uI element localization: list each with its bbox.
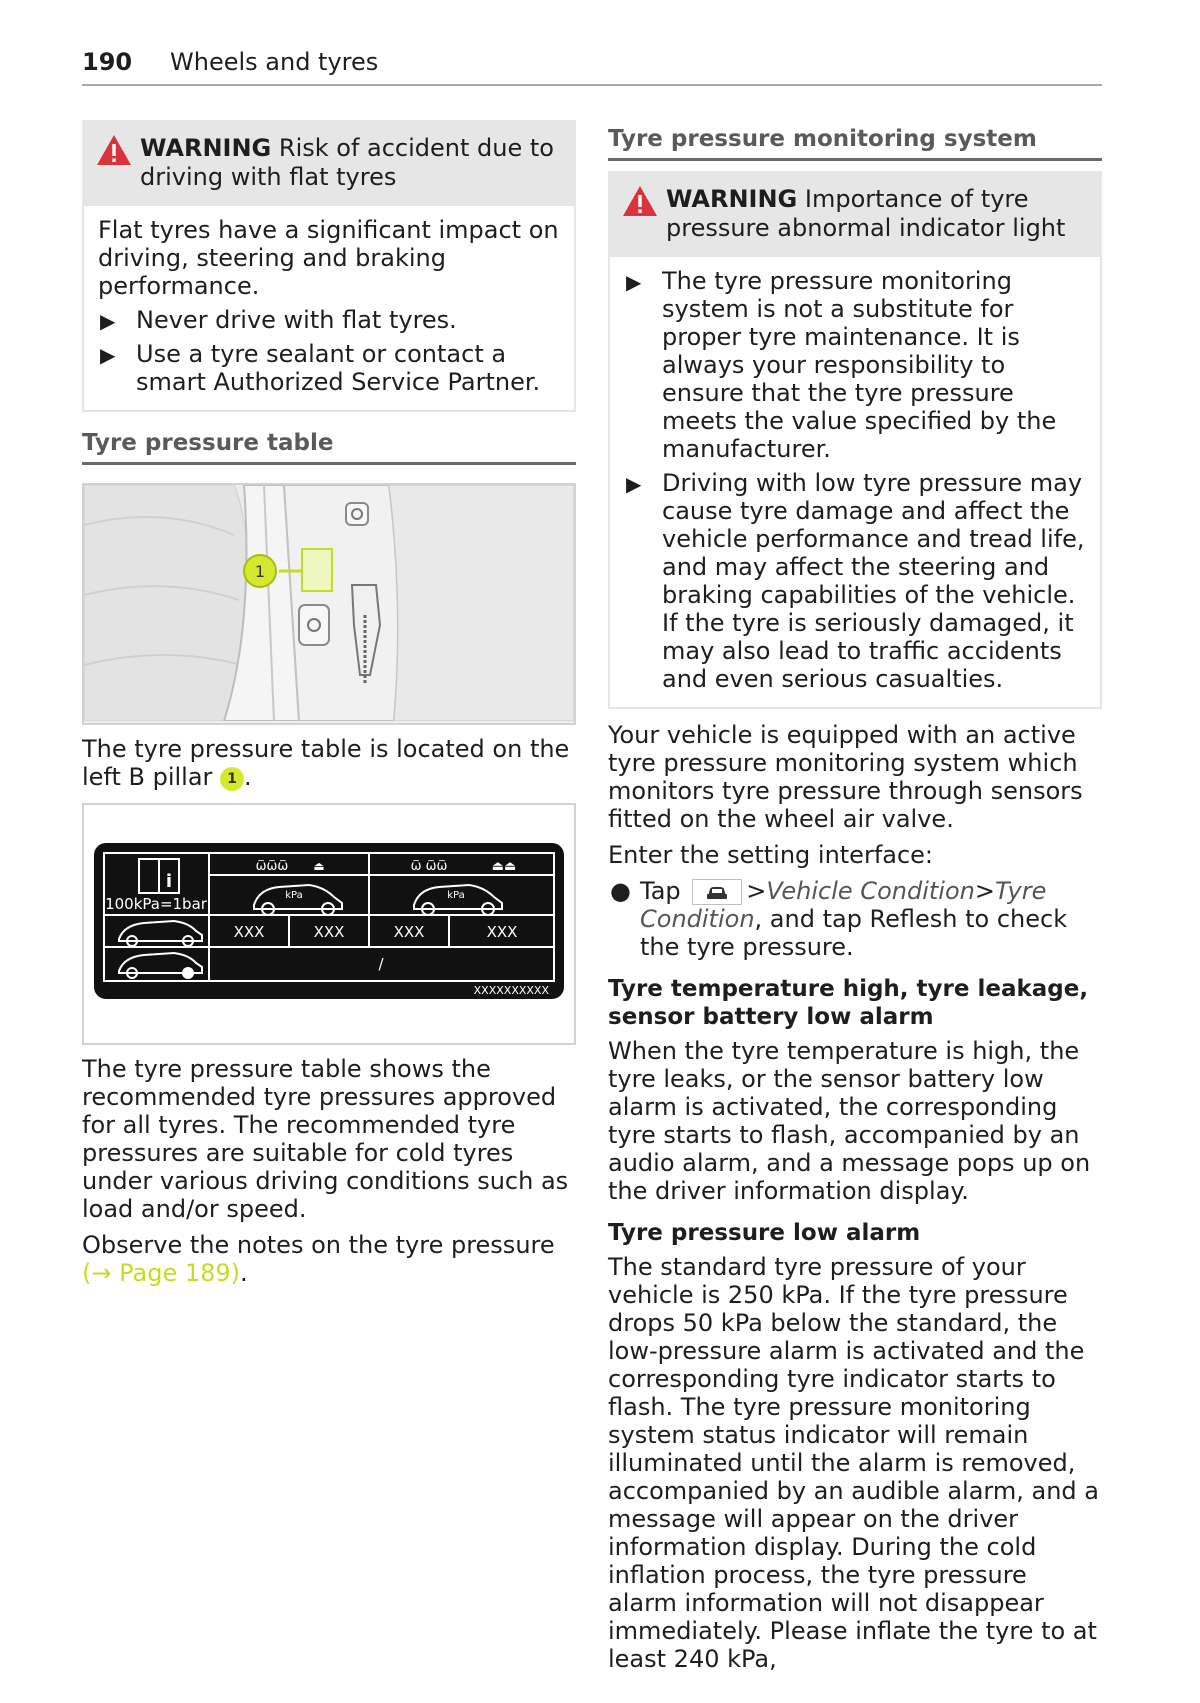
page-number: 190 [82, 48, 133, 76]
callout-marker: 1 [220, 767, 244, 791]
tpms-warning-box [608, 171, 1102, 709]
list-item [624, 469, 1086, 693]
bullet-text: Use a tyre sealant or contact a smart Authorized Service Partner. [136, 340, 541, 396]
label-cell: XXX [233, 923, 265, 941]
description-paragraph: The tyre pressure table shows the recommended tyre pressures approved for all tyres. The recommended tyre pressures are suitable for cold tyres under various driving conditions such as load and/or speed. [82, 1055, 569, 1223]
bullet-arrow-icon: ▶ [100, 343, 116, 367]
section-title-tpms: Tyre pressure monitoring system [608, 120, 1102, 161]
page-189-link[interactable]: (→ Page 189) [82, 1259, 241, 1287]
subheading-low-pressure-alarm: Tyre pressure low alarm [608, 1220, 921, 1246]
step-rest: , and tap Reflesh to check the tyre pressure. [640, 905, 1068, 961]
label-code: XXXXXXXXXX [473, 984, 549, 997]
label-cell: XXX [393, 923, 425, 941]
enter-paragraph: Enter the setting interface: [608, 841, 934, 869]
section-title-tyre-pressure-table: Tyre pressure table [82, 424, 576, 465]
intro-paragraph: Your vehicle is equipped with an active tyre pressure monitoring system which monitors tyre pressure through sensors fitted on the wheel air valve. [608, 721, 1083, 833]
bullet-arrow-icon: ▶ [626, 270, 642, 294]
tyre-pressure-label [84, 805, 574, 1041]
bullet-arrow-icon: ▶ [100, 309, 116, 333]
low-pressure-paragraph: The standard tyre pressure of your vehicle is 250 kPa. If the tyre pressure drops 50 kPa below the standard, the low-pressure alarm is activated and the corresponding tyre indicator starts to flash. The tyre pressure monitoring system status indicator will remain illuminated until the alarm is removed, accompanied by an audible alarm, and a message will appear on the driver information display. During the cold inflation process, the tyre pressure alarm information will not disappear immediately. Please inflate the tyre to at least 240 kPa, [608, 1253, 1099, 1673]
list-item [98, 340, 560, 396]
vehicle-menu-button[interactable] [692, 879, 742, 905]
warning-title: Risk of accident due to driving with flat tyres [140, 134, 554, 191]
tyre-condition-label: Tyre Condition [640, 877, 1047, 933]
warning-keyword: WARNING [140, 134, 272, 162]
bullet-text: The tyre pressure monitoring system is not a substitute for proper tyre maintenance. It is always your responsibility to ensure that the tyre pressure meets the value specified by the manufacturer. [662, 267, 1057, 463]
warning-triangle-icon [622, 185, 658, 217]
svg-text:⏏⏏: ⏏⏏ [491, 859, 517, 874]
warning-body [84, 206, 574, 410]
tyre-pressure-label-figure [82, 803, 576, 1045]
label-cell: XXX [486, 923, 518, 941]
bullet-text: Driving with low tyre pressure may cause tyre damage and affect the vehicle performance and tread life, and may affect the steering and braking capabilities of the vehicle. If the tyre is seriously damaged, it may also lead to traffic accidents and even serious casualties. [662, 469, 1085, 693]
warning-text: Flat tyres have a significant impact on driving, steering and braking performance. [98, 216, 559, 300]
tap-text: Tap [640, 877, 681, 905]
menu-separator: > [974, 877, 995, 905]
svg-text:kPa: kPa [285, 890, 303, 901]
warning-triangle-icon [96, 134, 132, 166]
b-pillar-figure [82, 483, 576, 725]
chapter-title: Wheels and tyres [170, 48, 379, 76]
vehicle-condition-label: Vehicle Condition [766, 877, 975, 905]
warning-header [610, 173, 1100, 257]
observe-end: . [240, 1259, 248, 1287]
temperature-alarm-paragraph: When the tyre temperature is high, the tyre leaks, or the sensor battery low alarm is activated, the corresponding tyre starts to flash, accompanied by an audio alarm, and a message pops up on the driver information display. [608, 1037, 1091, 1205]
list-item [624, 267, 1086, 463]
warning-header [84, 122, 574, 206]
car-icon [693, 880, 741, 904]
svg-text:kPa: kPa [447, 890, 465, 901]
bullet-text: Never drive with flat tyres. [136, 306, 457, 334]
list-item [608, 877, 1102, 961]
menu-separator: > [746, 877, 767, 905]
bullet-dot-icon: ● [610, 877, 631, 905]
b-pillar-illustration [84, 485, 574, 721]
location-period: . [244, 763, 252, 791]
left-column [82, 120, 576, 1295]
location-text: The tyre pressure table is located on the left B pillar [82, 735, 570, 791]
label-slash: / [378, 955, 384, 973]
svg-text:⏏: ⏏ [313, 859, 325, 873]
observe-paragraph [82, 1231, 576, 1287]
page-header [82, 44, 1102, 86]
flat-tyre-warning-box [82, 120, 576, 412]
warning-bullets [98, 306, 560, 396]
warning-body [610, 257, 1100, 707]
right-column [608, 120, 1102, 1681]
location-paragraph [82, 735, 576, 791]
observe-text: Observe the notes on the tyre pressure [82, 1231, 555, 1259]
label-conversion: 100kPa=1bar [105, 895, 207, 913]
warning-title: Importance of tyre pressure abnormal indicator light [666, 185, 1066, 242]
svg-text:i: i [165, 871, 173, 892]
subheading-temperature-alarm: Tyre temperature high, tyre leakage, sensor battery low alarm [608, 976, 1089, 1030]
steps-list [608, 877, 1102, 961]
figure-callout-label: 1 [254, 562, 266, 581]
svg-text:ѿѿѿ: ѿѿѿ [255, 859, 289, 874]
svg-text:ѿ ѿѿ: ѿ ѿѿ [410, 859, 448, 874]
warning-bullets [624, 267, 1086, 693]
bullet-arrow-icon: ▶ [626, 472, 642, 496]
list-item [98, 306, 560, 334]
warning-keyword: WARNING [666, 185, 798, 213]
label-cell: XXX [313, 923, 345, 941]
